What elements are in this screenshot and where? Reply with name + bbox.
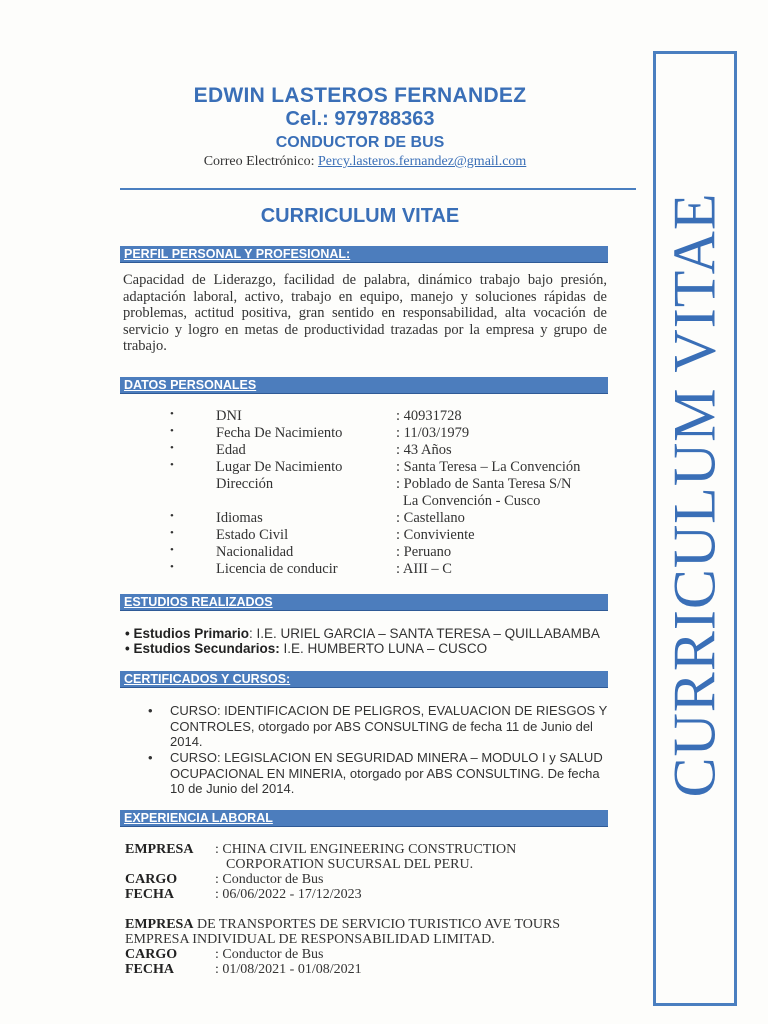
- job1-empresa-value: : CHINA CIVIL ENGINEERING CONSTRUCTION: [215, 842, 517, 857]
- job1-fecha-label: FECHA: [125, 887, 174, 902]
- job2-empresa-value2: EMPRESA INDIVIDUAL DE RESPONSABILIDAD LIMITAD.: [125, 932, 495, 947]
- datos-value: : Castellano: [396, 510, 465, 526]
- estudio-label: • Estudios Secundarios:: [125, 641, 280, 656]
- datos-row: [0, 544, 700, 560]
- datos-row: [0, 493, 700, 509]
- datos-row: [0, 442, 700, 458]
- job1-cargo-value: : Conductor de Bus: [215, 872, 324, 887]
- job-role: CONDUCTOR DE BUS: [275, 134, 445, 151]
- datos-label: Lugar De Nacimiento: [216, 459, 343, 475]
- curso-line: CURSO: LEGISLACION EN SEGURIDAD MINERA – MODULO I y SALUD: [170, 750, 603, 765]
- job2-empresa-label: EMPRESA: [125, 917, 194, 932]
- datos-label: Idiomas: [216, 510, 263, 526]
- datos-row: [0, 510, 700, 526]
- curso-line: CURSO: IDENTIFICACION DE PELIGROS, EVALUACION DE RIESGOS Y: [170, 703, 608, 718]
- datos-label: Estado Civil: [216, 527, 289, 543]
- section-title-datos: DATOS PERSONALES: [124, 378, 257, 392]
- datos-row: [0, 408, 700, 424]
- phone-number: Cel.: 979788363: [285, 108, 435, 130]
- job2-fecha-label: FECHA: [125, 962, 174, 977]
- datos-row: [0, 459, 700, 475]
- estudio-value: I.E. HUMBERTO LUNA – CUSCO: [279, 641, 488, 656]
- curso-line: CONTROLES, otorgado por ABS CONSULTING de fecha 11 de Junio del: [170, 718, 593, 734]
- datos-row: [0, 527, 700, 543]
- job1-empresa-value2: CORPORATION SUCURSAL DEL PERU.: [226, 857, 474, 872]
- estudio-secundario: [125, 641, 615, 656]
- bullet: •: [170, 561, 174, 573]
- job2-empresa-value: DE TRANSPORTES DE SERVICIO TURISTICO AVE TOURS: [193, 917, 561, 932]
- job2-empresa-line: [125, 917, 560, 933]
- email-line: [120, 154, 610, 170]
- curso-line: 2014.: [170, 734, 203, 749]
- datos-label: Edad: [216, 442, 246, 458]
- datos-label: Nacionalidad: [216, 544, 294, 560]
- section-bar-certificados: [120, 671, 608, 688]
- datos-value: : Conviviente: [396, 527, 475, 543]
- datos-row: [0, 425, 700, 441]
- perfil-text: Capacidad de Liderazgo, facilidad de palabra, dinámico trabajo bajo presión, adaptación laboral, activo, trabajo en equipo, manejo y soluciones rápidas de problemas, actitud positiva, gran sentido en responsabilidad, alta vocación de servicio y logro en metas de productividad trazadas por la empresa y grupo de trabajo.: [123, 272, 607, 354]
- curso-line: OCUPACIONAL EN MINERIA, otorgado por ABS CONSULTING. De fecha: [170, 765, 600, 781]
- datos-label: DNI: [216, 408, 242, 424]
- datos-label: Licencia de conducir: [216, 561, 338, 577]
- email-label: Correo Electrónico:: [203, 154, 315, 169]
- email-link[interactable]: Percy.lasteros.fernandez@gmail.com: [318, 154, 527, 169]
- section-bar-estudios: [120, 594, 608, 611]
- candidate-name: EDWIN LASTEROS FERNANDEZ: [193, 84, 527, 107]
- section-bar-experiencia: [120, 810, 608, 827]
- section-bar-perfil: [120, 246, 608, 263]
- job1-empresa-label: EMPRESA: [125, 842, 194, 857]
- header-divider: [120, 188, 636, 190]
- section-bar-datos: [120, 377, 608, 394]
- datos-row: [0, 476, 700, 492]
- job1-fecha-value: : 06/06/2022 - 17/12/2023: [215, 887, 362, 902]
- page-title: CURRICULUM VITAE: [260, 205, 460, 227]
- job1-cargo-label: CARGO: [125, 872, 178, 887]
- datos-value: : 43 Años: [396, 442, 452, 458]
- section-title-estudios: ESTUDIOS REALIZADOS: [124, 595, 273, 609]
- datos-value: La Convención - Cusco: [403, 493, 541, 509]
- datos-value: : Peruano: [396, 544, 452, 560]
- section-title-certificados: CERTIFICADOS Y CURSOS:: [124, 672, 291, 686]
- bullet: •: [170, 408, 174, 420]
- section-title-experiencia: EXPERIENCIA LABORAL: [124, 811, 273, 825]
- bullet: •: [148, 750, 153, 765]
- datos-row: [0, 561, 700, 577]
- section-title-perfil: PERFIL PERSONAL Y PROFESIONAL:: [124, 247, 351, 261]
- bullet: •: [170, 459, 174, 471]
- datos-value: : 11/03/1979: [396, 425, 470, 441]
- estudio-primario: [125, 626, 615, 641]
- bullet: •: [170, 442, 174, 454]
- bullet: •: [170, 510, 174, 522]
- datos-label: Dirección: [216, 476, 274, 492]
- datos-value: : Santa Teresa – La Convención: [396, 459, 581, 475]
- job2-fecha-value: : 01/08/2021 - 01/08/2021: [215, 962, 362, 977]
- datos-label: Fecha De Nacimiento: [216, 425, 343, 441]
- bullet: •: [170, 425, 174, 437]
- job2-cargo-label: CARGO: [125, 947, 178, 962]
- bullet: •: [148, 703, 153, 718]
- job2-cargo-value: : Conductor de Bus: [215, 947, 324, 962]
- estudio-label: • Estudios Primario: [125, 626, 250, 641]
- bullet: •: [170, 544, 174, 556]
- estudio-value: : I.E. URIEL GARCIA – SANTA TERESA – QUILLABAMBA: [249, 626, 600, 641]
- side-title: CURRICULUM VITAE: [661, 192, 728, 798]
- curso-item: [148, 703, 610, 750]
- datos-value: : 40931728: [396, 408, 462, 424]
- bullet: •: [170, 527, 174, 539]
- datos-value: : Poblado de Santa Teresa S/N: [396, 476, 572, 492]
- curso-line: 10 de Junio del 2014.: [170, 781, 295, 796]
- curso-item: [148, 750, 610, 797]
- datos-value: : AIII – C: [396, 561, 452, 577]
